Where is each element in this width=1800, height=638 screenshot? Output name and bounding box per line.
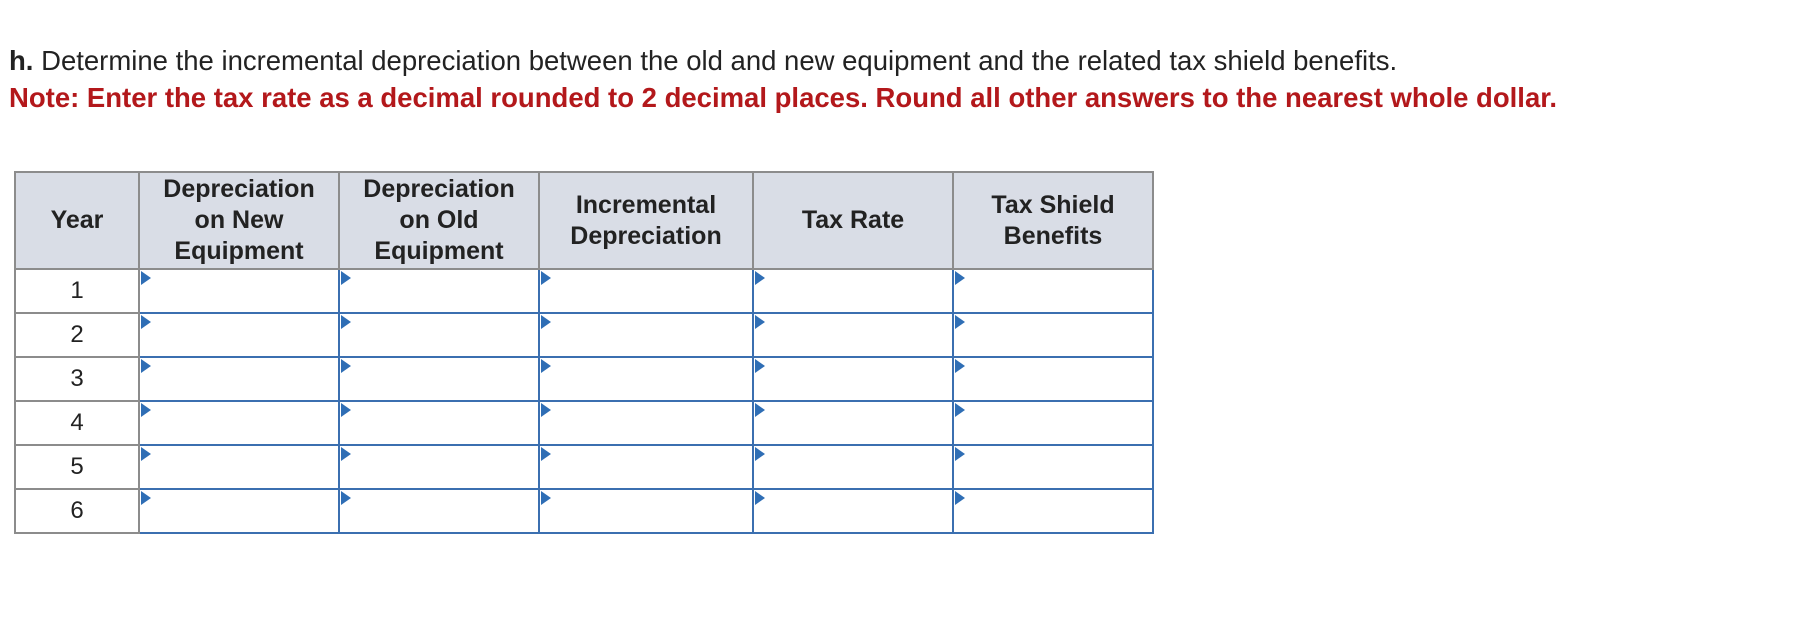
input-marker-icon [955,271,965,285]
input-marker-icon [541,315,551,329]
table-row [15,445,1153,489]
tax-shield-benefits-input[interactable] [954,358,1152,400]
year-cell: 6 [15,489,139,533]
tax-rate-input[interactable] [754,270,952,312]
question-prompt [9,42,1789,116]
tax-rate-input-cell [753,269,953,313]
depreciation-new-input[interactable] [140,314,338,356]
tax-shield-benefits-input[interactable] [954,270,1152,312]
tax-shield-benefits-input-cell [953,445,1153,489]
incremental-depreciation-input-cell [539,489,753,533]
header-depreciation-old: Depreciation on Old Equipment [339,172,539,269]
depreciation-old-input[interactable] [340,490,538,532]
input-marker-icon [141,315,151,329]
tax-shield-benefits-input[interactable] [954,314,1152,356]
tax-rate-input[interactable] [754,446,952,488]
tax-rate-input[interactable] [754,358,952,400]
year-cell: 1 [15,269,139,313]
table-header-row [15,172,1153,269]
depreciation-old-input-cell [339,489,539,533]
header-tax-shield-benefits: Tax Shield Benefits [953,172,1153,269]
input-marker-icon [955,403,965,417]
input-marker-icon [541,447,551,461]
depreciation-new-input[interactable] [140,446,338,488]
input-marker-icon [141,403,151,417]
input-marker-icon [541,271,551,285]
header-incremental-depreciation: Incremental Depreciation [539,172,753,269]
tax-rate-input-cell [753,489,953,533]
year-cell: 3 [15,357,139,401]
question-note: Note: Enter the tax rate as a decimal rounded to 2 decimal places. Round all other answers to the nearest whole dollar. [9,82,1558,113]
depreciation-old-input[interactable] [340,446,538,488]
depreciation-old-input[interactable] [340,402,538,444]
tax-rate-input[interactable] [754,490,952,532]
incremental-depreciation-input-cell [539,445,753,489]
input-marker-icon [341,491,351,505]
input-marker-icon [141,447,151,461]
input-marker-icon [341,403,351,417]
input-marker-icon [341,447,351,461]
table-row [15,489,1153,533]
incremental-depreciation-input-cell [539,313,753,357]
table-body [15,269,1153,533]
table-row [15,401,1153,445]
depreciation-table [14,171,1154,534]
header-tax-rate: Tax Rate [753,172,953,269]
input-marker-icon [955,359,965,373]
question-text: Determine the incremental depreciation between the old and new equipment and the related tax shield benefits. [41,45,1398,76]
incremental-depreciation-input-cell [539,269,753,313]
incremental-depreciation-input-cell [539,401,753,445]
depreciation-old-input-cell [339,313,539,357]
header-year: Year [15,172,139,269]
year-cell: 4 [15,401,139,445]
incremental-depreciation-input[interactable] [540,270,752,312]
depreciation-old-input-cell [339,269,539,313]
depreciation-old-input-cell [339,445,539,489]
depreciation-new-input[interactable] [140,358,338,400]
tax-rate-input-cell [753,313,953,357]
tax-shield-benefits-input-cell [953,269,1153,313]
tax-shield-benefits-input[interactable] [954,446,1152,488]
depreciation-new-input-cell [139,269,339,313]
input-marker-icon [755,447,765,461]
tax-shield-benefits-input-cell [953,401,1153,445]
table-row [15,269,1153,313]
input-marker-icon [541,491,551,505]
input-marker-icon [755,403,765,417]
input-marker-icon [341,359,351,373]
tax-shield-benefits-input-cell [953,357,1153,401]
input-marker-icon [541,359,551,373]
input-marker-icon [341,271,351,285]
input-marker-icon [755,315,765,329]
depreciation-new-input[interactable] [140,270,338,312]
question-part-label: h. [9,45,34,76]
input-marker-icon [141,359,151,373]
depreciation-new-input-cell [139,313,339,357]
depreciation-new-input[interactable] [140,490,338,532]
tax-shield-benefits-input[interactable] [954,402,1152,444]
tax-rate-input[interactable] [754,402,952,444]
tax-shield-benefits-input-cell [953,313,1153,357]
depreciation-new-input[interactable] [140,402,338,444]
depreciation-old-input[interactable] [340,270,538,312]
tax-rate-input[interactable] [754,314,952,356]
tax-shield-benefits-input[interactable] [954,490,1152,532]
header-depreciation-new: Depreciation on New Equipment [139,172,339,269]
input-marker-icon [755,271,765,285]
incremental-depreciation-input[interactable] [540,490,752,532]
tax-shield-benefits-input-cell [953,489,1153,533]
depreciation-new-input-cell [139,401,339,445]
input-marker-icon [955,491,965,505]
tax-rate-input-cell [753,401,953,445]
input-marker-icon [955,447,965,461]
tax-rate-input-cell [753,357,953,401]
year-cell: 5 [15,445,139,489]
tax-rate-input-cell [753,445,953,489]
input-marker-icon [541,403,551,417]
input-marker-icon [755,491,765,505]
incremental-depreciation-input[interactable] [540,446,752,488]
input-marker-icon [341,315,351,329]
input-marker-icon [141,271,151,285]
depreciation-old-input-cell [339,357,539,401]
incremental-depreciation-input[interactable] [540,402,752,444]
input-marker-icon [141,491,151,505]
depreciation-new-input-cell [139,357,339,401]
input-marker-icon [955,315,965,329]
input-marker-icon [755,359,765,373]
depreciation-old-input[interactable] [340,358,538,400]
table-row [15,313,1153,357]
year-cell: 2 [15,313,139,357]
table-row [15,357,1153,401]
depreciation-new-input-cell [139,489,339,533]
depreciation-new-input-cell [139,445,339,489]
depreciation-old-input[interactable] [340,314,538,356]
incremental-depreciation-input[interactable] [540,358,752,400]
incremental-depreciation-input-cell [539,357,753,401]
incremental-depreciation-input[interactable] [540,314,752,356]
depreciation-old-input-cell [339,401,539,445]
